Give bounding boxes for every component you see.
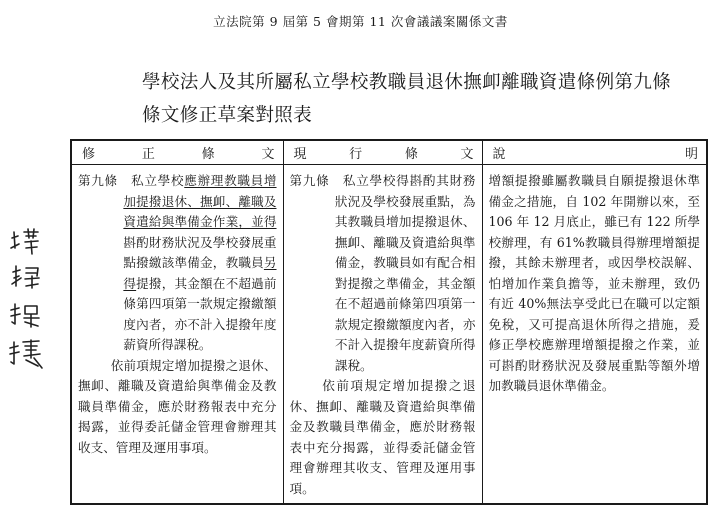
handwritten-annotation-glyphs [4, 226, 50, 396]
amended-paragraph-2: 依前項規定增加提撥之退休、撫卹、離職及資遣給與準備金及教職員準備金，應於財務報表中充分揭露，並得委託儲金管理會辦理其收支、管理及運用事項。 [78, 357, 277, 455]
amended-article-number: 第九條 [78, 173, 118, 188]
current-article-number: 第九條 [289, 173, 330, 188]
amended-article-cell [71, 165, 283, 505]
table-header-row [71, 140, 707, 165]
explanation-cell [482, 165, 707, 505]
amended-text-segment: 提撥，其金額在不超過前條第四項第一款規定撥繳額度內者，亦不計入提撥年度薪資所得課稅。 [123, 275, 277, 352]
current-text-segment: 私立學校得斟酌其財務狀況及學校發展重點，為其教職員增加提撥退休、撫卹、離職及資遣給與準備金，教職員如有配合相對提撥之準備金，其金額在不超過前條第四項第一款規定撥繳額度內者，亦不計入提撥年度薪資所得課稅。 [334, 173, 476, 373]
explanation-text: 增額提撥雖屬教職員自願提撥退休準備金之措施，自 102 年開辦以來，至 106 年 12 月底止，雖已有 122 所學校辦理，有 61%教職員得辦理增額提撥，其餘未辦理者，或因學校誤解、怕增加作業負擔等，並未辦理，致仍有近 40%無法享受此已在職可以定額免稅，又可提高退休所得之措施，爰修正學校應辦理增額提撥之作業，並可斟酌財務狀況及發展重點等額外增加教職員退休準備金。 [488, 173, 700, 393]
document-header: 立法院第 9 屆第 5 會期第 11 次會議議案關係文書 [213, 14, 508, 29]
comparison-table [70, 139, 708, 505]
current-paragraph-2: 依前項規定增加提撥之退休、撫卹、離職及資遣給與準備金及教職員準備金，應於財務報表中充分揭露，並得委託儲金管理會辦理其收支、管理及運用事項。 [289, 378, 476, 496]
amended-text-segment: 私立學校 [131, 173, 185, 188]
header-current-text [283, 140, 482, 165]
header-amended-text [71, 140, 283, 165]
header-char: 修 [82, 147, 96, 162]
document-title [142, 66, 702, 132]
header-char: 條 [404, 147, 418, 162]
current-paragraph-1 [290, 171, 476, 376]
document-title-line-1: 學校法人及其所屬私立學校教職員退休撫卹離職資遣條例第九條 [142, 72, 672, 93]
header-char: 行 [349, 147, 363, 162]
header-char: 文 [261, 147, 275, 162]
header-char: 明 [684, 147, 698, 162]
header-char: 文 [460, 147, 474, 162]
amended-underlined-segment: 另得 [123, 255, 277, 291]
current-article-cell [283, 165, 482, 505]
header-char: 正 [141, 147, 155, 162]
document-title-line-2: 條文修正草案對照表 [142, 105, 313, 126]
header-char: 說 [492, 147, 506, 162]
header-char: 現 [293, 147, 307, 162]
header-char: 條 [201, 147, 215, 162]
table-row [71, 165, 707, 505]
amended-paragraph-1 [78, 171, 277, 356]
header-explanation [482, 140, 707, 165]
amended-underlined-segment: 應辦理教職員增加提撥退休、撫卹、離職及資遣給與準備金作業，並得 [123, 173, 277, 229]
amended-text-segment: 斟酌財務狀況及學校發展重點撥繳該準備金，教職員 [123, 234, 277, 270]
handwritten-margin-note [4, 226, 50, 396]
